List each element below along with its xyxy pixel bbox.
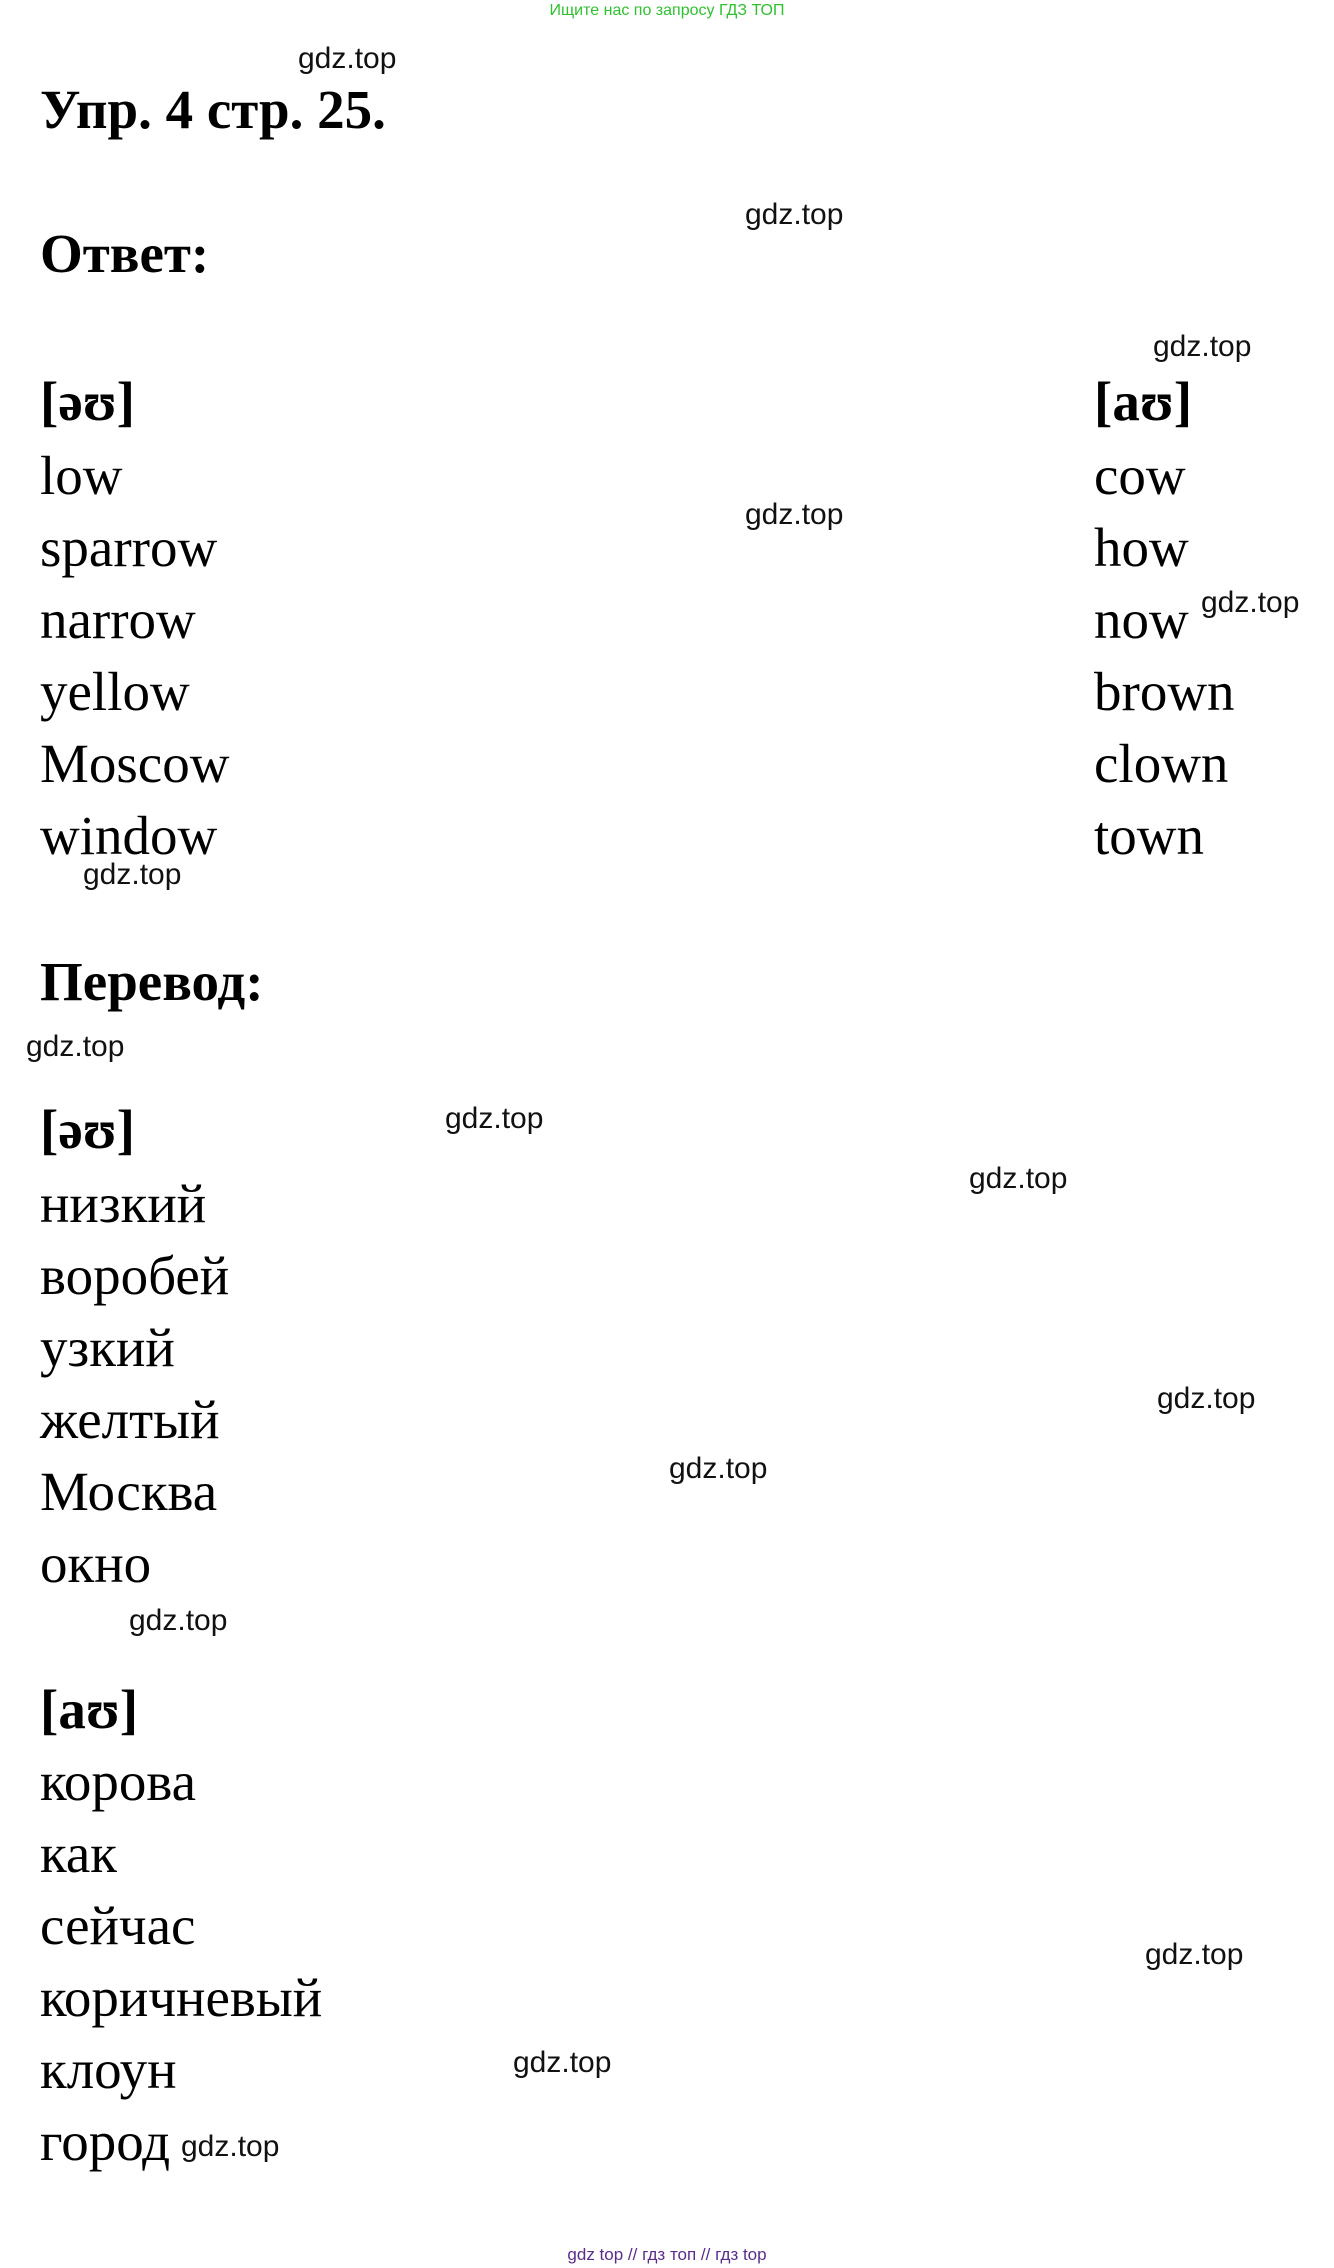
watermark: gdz.top [26,1030,125,1063]
watermark: gdz.top [298,42,397,75]
list-item: сейчас [40,1895,196,1956]
list-item: brown [1094,661,1235,722]
watermark: gdz.top [129,1604,228,1637]
watermark: gdz.top [1201,586,1300,619]
watermark: gdz.top [181,2130,280,2163]
list-item: желтый [40,1389,220,1450]
list-item: Moscow [40,733,230,794]
watermark: gdz.top [969,1162,1068,1195]
list-item: low [40,445,123,506]
list-item: корова [40,1751,197,1812]
list-item: clown [1094,733,1229,794]
watermark: gdz.top [445,1102,544,1135]
list-item: sparrow [40,517,218,578]
answer-right-list [1094,440,1235,872]
watermark: gdz.top [669,1452,768,1485]
translation-sound-1: [əʊ] [40,1099,135,1160]
translation-heading: Перевод: [40,951,264,1012]
list-item: town [1094,805,1204,866]
translation-sound-2: [aʊ] [40,1679,139,1740]
translation-list-2 [40,1746,322,2178]
list-item: how [1094,517,1189,578]
watermark: gdz.top [1157,1382,1256,1415]
list-item: окно [40,1533,152,1594]
list-item: низкий [40,1173,207,1234]
watermark: gdz.top [83,858,182,891]
list-item: клоун [40,2039,177,2100]
page-title: Упр. 4 стр. 25. [40,79,386,140]
answer-left-sound: [əʊ] [40,371,135,432]
list-item: как [40,1823,118,1884]
watermark: gdz.top [745,498,844,531]
footer-links[interactable]: gdz top // гдз топ // гдз top [567,2245,767,2264]
answer-heading: Ответ: [40,223,210,284]
list-item: узкий [40,1317,175,1378]
list-item: воробей [40,1245,230,1306]
answer-right-sound: [aʊ] [1094,371,1193,432]
list-item: window [40,805,218,866]
search-banner[interactable]: Ищите нас по запросу ГДЗ ТОП [549,2,785,19]
translation-list-1 [40,1168,229,1600]
watermark: gdz.top [745,198,844,231]
list-item: Москва [40,1461,218,1522]
watermark: gdz.top [1153,330,1252,363]
list-item: now [1094,589,1189,650]
answer-left-list [40,440,229,872]
list-item: город [40,2111,171,2172]
watermark: gdz.top [513,2046,612,2079]
list-item: cow [1094,445,1186,506]
watermark: gdz.top [1145,1938,1244,1971]
list-item: narrow [40,589,196,650]
list-item: коричневый [40,1967,323,2028]
list-item: yellow [40,661,190,722]
